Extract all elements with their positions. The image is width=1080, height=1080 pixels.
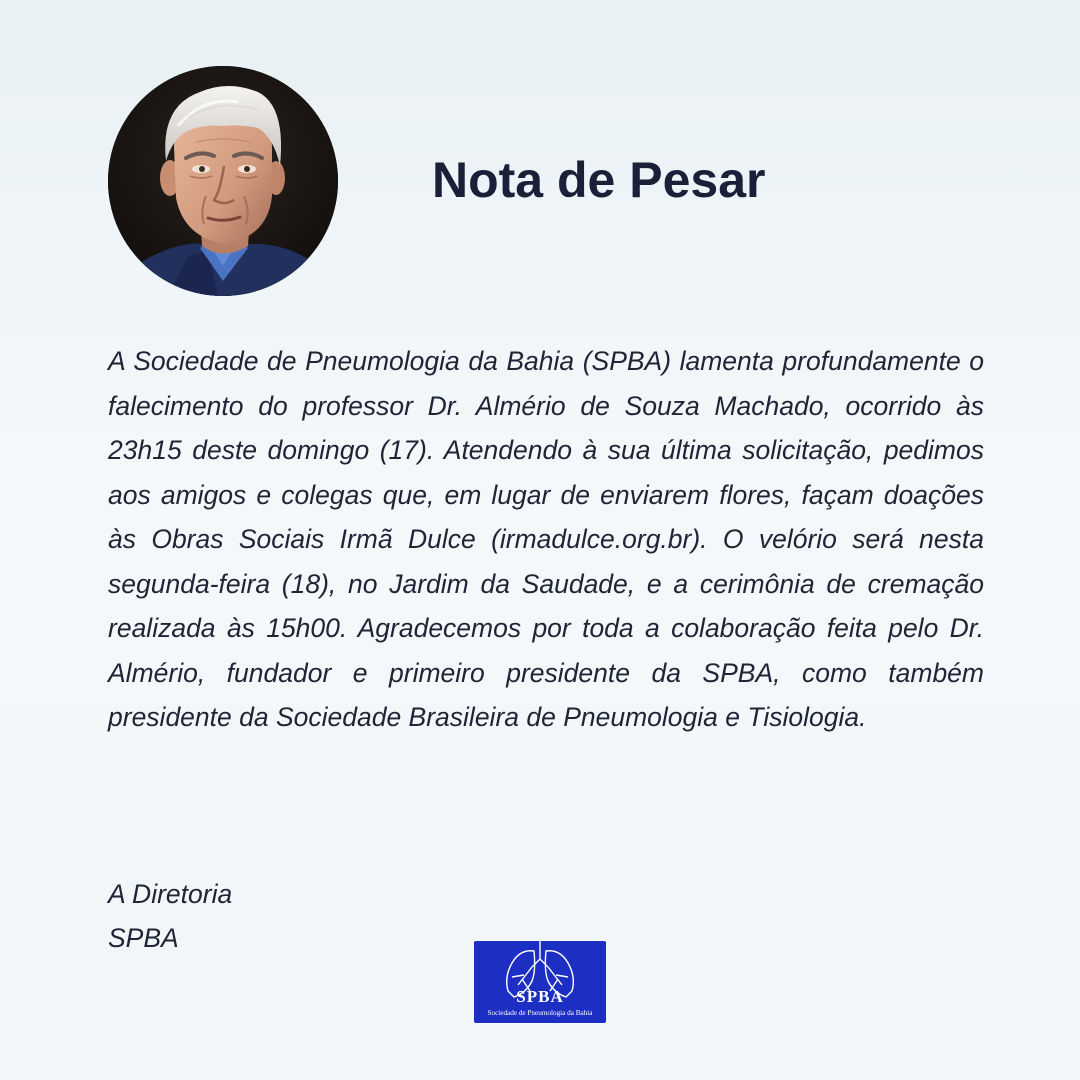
signature-line-org: SPBA [108, 923, 179, 953]
signature [108, 872, 232, 960]
portrait-painting-icon [108, 66, 338, 296]
signature-line-board: A Diretoria [108, 879, 233, 909]
logo-abbreviation: SPBA [516, 987, 564, 1006]
logo-organization-name: Sociedade de Pneumologia da Bahia [487, 1009, 593, 1017]
announcement-text: A Sociedade de Pneumologia da Bahia (SPBA) lamenta profundamente o falecimento do professor Dr. Almério de Souza Machado, ocorrido às 23h15 deste domingo (17). Atendendo à sua última solicitação, pedimos aos amigos e colegas que, em lugar de enviarem flores, façam doações às Obras Sociais Irmã Dulce (irmadulce.org.br). O velório será nesta segunda-feira (18), no Jardim da Saudade, e a cerimônia de cremação realizada às 15h00. Agradecemos por toda a colaboração feita pelo Dr. Almério, fundador e primeiro presidente da SPBA, como também presidente da Sociedade Brasileira de Pneumologia e Tisiologia. [108, 346, 984, 732]
spba-logo [474, 941, 606, 1023]
portrait-image [108, 66, 338, 296]
page-title: Nota de Pesar [432, 152, 766, 208]
